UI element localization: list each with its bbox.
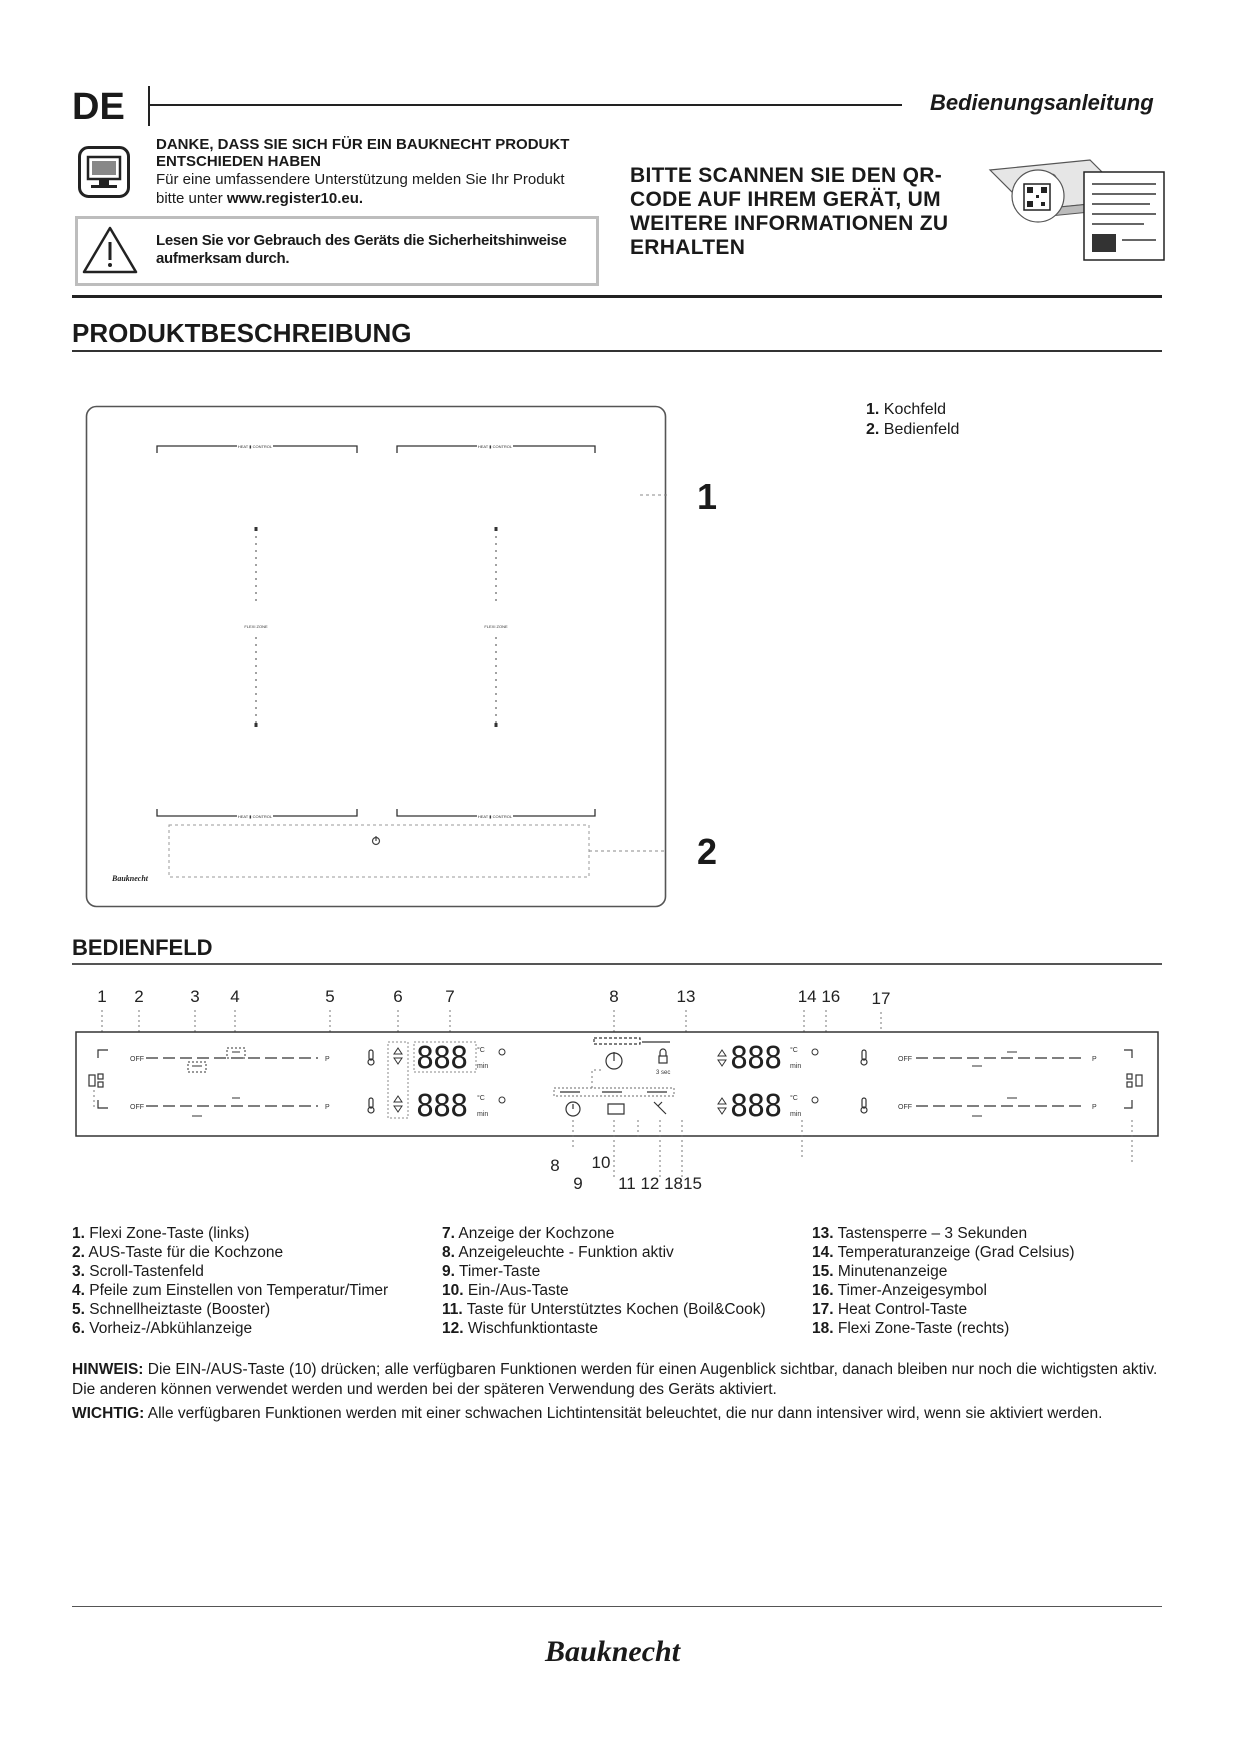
hob-brand-logo: Bauknecht bbox=[112, 874, 149, 883]
register-url[interactable]: www.register10.eu. bbox=[226, 190, 364, 207]
legend-item: 12. Wischfunktiontaste bbox=[442, 1320, 598, 1337]
panel-callout-top: 14 16 bbox=[797, 990, 841, 1006]
warning-triangle-icon bbox=[80, 222, 140, 278]
legend-item: 16. Timer-Anzeigesymbol bbox=[812, 1282, 987, 1299]
heat-control-label-tl: HEAT ▮ CONTROL bbox=[237, 444, 273, 449]
svg-text:P: P bbox=[325, 1056, 330, 1063]
section-title-panel: BEDIENFELD bbox=[72, 935, 213, 960]
panel-callout-top: 13 bbox=[676, 990, 696, 1006]
flexi-zone-label-left: FLEXI ZONE bbox=[244, 624, 268, 629]
legend-item: 13. Tastensperre – 3 Sekunden bbox=[812, 1225, 1028, 1242]
register-text-prefix: Für eine umfassendere Unterstützung melden Sie Ihr Produkt bitte unter bbox=[156, 171, 565, 207]
lock-duration-label: 3 sec bbox=[656, 1070, 671, 1076]
section-rule bbox=[72, 295, 1162, 298]
panel-legend-col2 bbox=[442, 1224, 766, 1338]
section-title-rule bbox=[72, 350, 1162, 352]
notes-block bbox=[72, 1360, 1172, 1424]
zone-display: 888 bbox=[416, 1089, 468, 1124]
panel-legend-col1 bbox=[72, 1224, 388, 1338]
panel-callout-bottom: 8 bbox=[550, 1156, 560, 1175]
panel-callout-top: 6 bbox=[393, 990, 403, 1006]
legend-item: 4. Pfeile zum Einstellen von Temperatur/Timer bbox=[72, 1282, 389, 1299]
legend-item: 11. Taste für Unterstütztes Kochen (Boil&Cook) bbox=[442, 1301, 766, 1318]
section-title-rule bbox=[72, 963, 1162, 965]
panel-callout-top: 17 bbox=[871, 990, 891, 1008]
svg-text:°C: °C bbox=[790, 1047, 798, 1054]
panel-callout-top: 2 bbox=[134, 990, 144, 1006]
legend-item: 2. Bedienfeld bbox=[866, 421, 960, 438]
legend-item: 5. Schnellheiztaste (Booster) bbox=[72, 1301, 271, 1318]
product-legend bbox=[866, 400, 959, 440]
legend-item: 2. AUS-Taste für die Kochzone bbox=[72, 1244, 284, 1261]
register-heading: DANKE, DASS SIE SICH FÜR EIN BAUKNECHT PRODUKT ENTSCHIEDEN HABEN bbox=[156, 136, 570, 170]
svg-text:P: P bbox=[1092, 1056, 1097, 1063]
svg-text:min: min bbox=[477, 1111, 489, 1118]
panel-callout-bottom: 9 bbox=[573, 1174, 583, 1193]
footer-rule bbox=[72, 1606, 1162, 1607]
control-panel-diagram bbox=[72, 990, 1162, 1200]
svg-text:OFF: OFF bbox=[898, 1056, 912, 1063]
qr-instruction: BITTE SCANNEN SIE DEN QR-CODE AUF IHREM GERÄT, UM WEITERE INFORMATIONEN ZU ERHALTEN bbox=[630, 164, 949, 259]
panel-callout-top: 7 bbox=[445, 990, 455, 1006]
header-divider bbox=[148, 86, 150, 126]
legend-item: 17. Heat Control-Taste bbox=[812, 1301, 968, 1318]
legend-item: 10. Ein-/Aus-Taste bbox=[442, 1282, 569, 1299]
panel-callout-top: 3 bbox=[190, 990, 200, 1006]
legend-item: 8. Anzeigeleuchte - Funktion aktiv bbox=[442, 1244, 674, 1261]
legend-item: 18. Flexi Zone-Taste (rechts) bbox=[812, 1320, 1010, 1337]
svg-text:min: min bbox=[790, 1111, 802, 1118]
svg-text:OFF: OFF bbox=[898, 1104, 912, 1111]
language-code: DE bbox=[72, 86, 125, 128]
panel-callout-bottom: 10 bbox=[591, 1153, 611, 1172]
heat-control-label-tr: HEAT ▮ CONTROL bbox=[477, 444, 513, 449]
document-title: Bedienungsanleitung bbox=[930, 90, 1154, 115]
zone-display: 888 bbox=[730, 1089, 782, 1124]
svg-text:°C: °C bbox=[477, 1095, 485, 1102]
panel-callout-bottom: 11 12 1815 bbox=[618, 1174, 702, 1193]
panel-callout-top: 1 bbox=[97, 990, 107, 1006]
header-rule bbox=[150, 104, 902, 106]
svg-text:OFF: OFF bbox=[130, 1104, 144, 1111]
svg-text:P: P bbox=[325, 1104, 330, 1111]
warning-text: Lesen Sie vor Gebrauch des Geräts die Sicherheitshinweise aufmerksam durch. bbox=[156, 232, 567, 267]
zone-display: 888 bbox=[730, 1041, 782, 1076]
svg-text:°C: °C bbox=[477, 1047, 485, 1054]
svg-text:°C: °C bbox=[790, 1095, 798, 1102]
appliance-qr-illustration bbox=[980, 150, 1170, 270]
svg-text:min: min bbox=[790, 1063, 802, 1070]
hinweis-note: HINWEIS: Die EIN-/AUS-Taste (10) drücken; alle verfügbaren Funktionen werden für einen Augenblick sichtbar, danach bleiben nur noch die wichtigsten aktiv. Die anderen können verwendet werden und werden bei der späteren Verwendung des Geräts aktiviert. bbox=[72, 1361, 1158, 1398]
zone-display: 888 bbox=[416, 1041, 468, 1076]
hob-illustration bbox=[85, 405, 667, 908]
legend-item: 15. Minutenanzeige bbox=[812, 1263, 948, 1280]
svg-text:P: P bbox=[1092, 1104, 1097, 1111]
flexi-zone-label-right: FLEXI ZONE bbox=[484, 624, 508, 629]
callout-number-2: 2 bbox=[697, 831, 718, 872]
svg-text:OFF: OFF bbox=[130, 1056, 144, 1063]
panel-legend-col3 bbox=[812, 1224, 1075, 1338]
legend-item: 9. Timer-Taste bbox=[442, 1263, 541, 1280]
register-text bbox=[156, 170, 596, 208]
legend-item: 1. Flexi Zone-Taste (links) bbox=[72, 1225, 250, 1242]
monitor-icon bbox=[78, 146, 130, 198]
svg-text:min: min bbox=[477, 1063, 489, 1070]
section-title-product: PRODUKTBESCHREIBUNG bbox=[72, 318, 412, 348]
brand-logo: Bauknecht bbox=[545, 1635, 681, 1668]
legend-item: 7. Anzeige der Kochzone bbox=[442, 1225, 615, 1242]
callout-number-1: 1 bbox=[697, 476, 718, 517]
panel-callout-top: 4 bbox=[230, 990, 240, 1006]
legend-item: 3. Scroll-Tastenfeld bbox=[72, 1263, 204, 1280]
heat-control-label-bl: HEAT ▮ CONTROL bbox=[237, 814, 273, 819]
panel-callout-top: 8 bbox=[609, 990, 619, 1006]
heat-control-label-br: HEAT ▮ CONTROL bbox=[477, 814, 513, 819]
panel-callout-top: 5 bbox=[325, 990, 335, 1006]
legend-item: 6. Vorheiz-/Abkühlanzeige bbox=[72, 1320, 253, 1337]
wichtig-note: WICHTIG: Alle verfügbaren Funktionen werden mit einer schwachen Lichtintensität beleuchtet, die nur dann intensiver wird, wenn sie aktiviert werden. bbox=[72, 1405, 1103, 1422]
legend-item: 14. Temperaturanzeige (Grad Celsius) bbox=[812, 1244, 1075, 1261]
legend-item: 1. Kochfeld bbox=[866, 401, 947, 418]
